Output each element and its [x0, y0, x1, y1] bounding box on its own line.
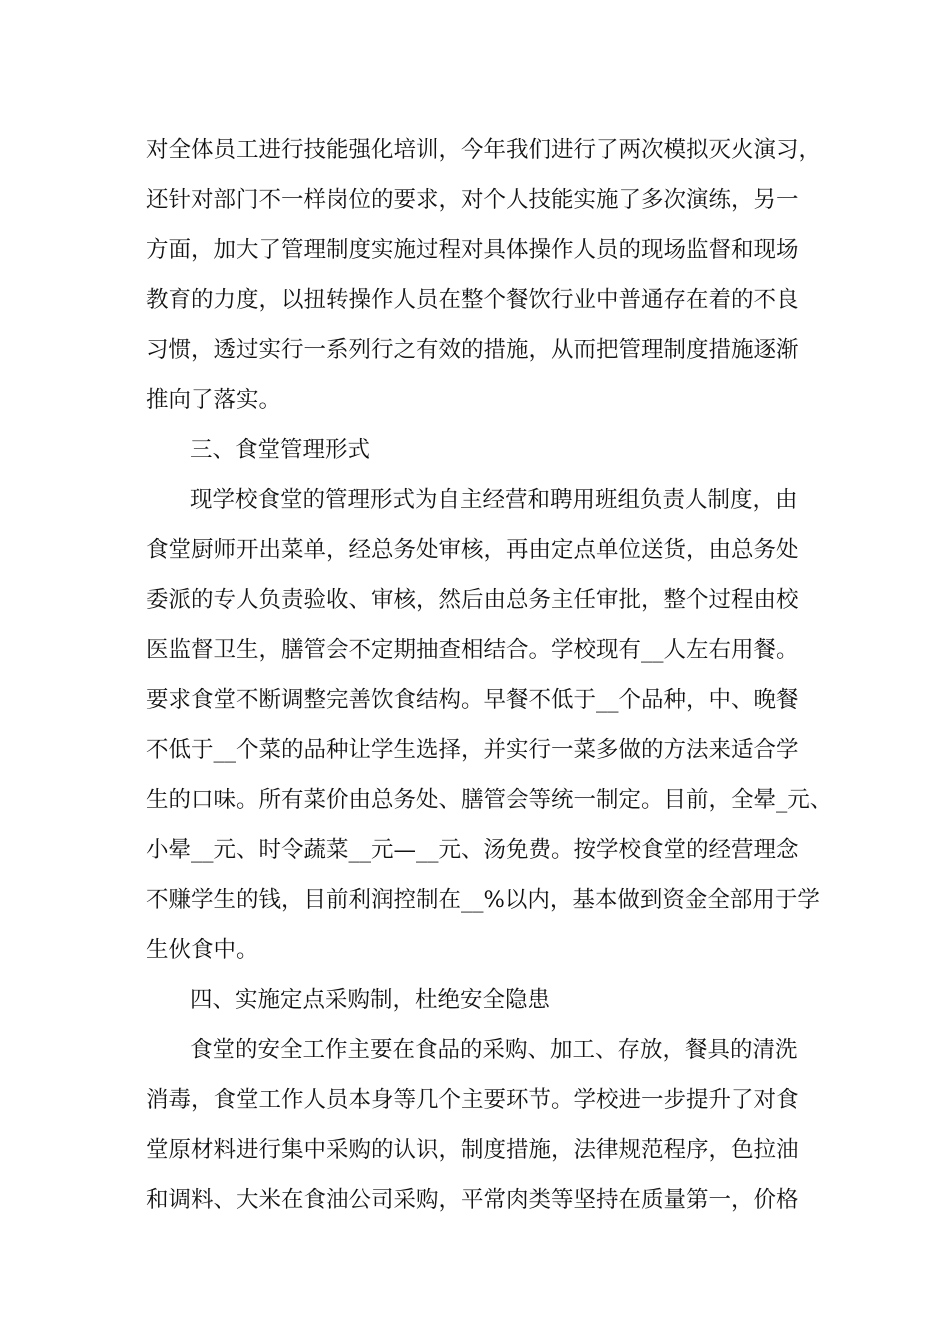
text-line: 生伙食中。 — [146, 937, 259, 963]
text-line: 现学校食堂的管理形式为自主经营和聘用班组负责人制度，由 — [190, 487, 798, 513]
text-line: 堂原材料进行集中采购的认识，制度措施，法律规范程序，色拉油 — [146, 1137, 799, 1163]
text-line: 小晕__元、时令蔬菜__元—__元、汤免费。按学校食堂的经营理念 — [146, 837, 799, 863]
section-heading: 三、食堂管理形式 — [190, 437, 371, 463]
text-line: 不低于__个菜的品种让学生选择，并实行一菜多做的方法来适合学 — [146, 737, 799, 763]
text-line: 食堂的安全工作主要在食品的采购、加工、存放，餐具的清洗 — [190, 1037, 798, 1063]
text-line: 医监督卫生，膳管会不定期抽查相结合。学校现有__人左右用餐。 — [146, 637, 799, 663]
text-line: 方面，加大了管理制度实施过程对具体操作人员的现场监督和现场 — [146, 237, 799, 263]
text-line: 和调料、大米在食油公司采购，平常肉类等坚持在质量第一，价格 — [146, 1187, 799, 1213]
text-line: 教育的力度，以扭转操作人员在整个餐饮行业中普通存在着的不良 — [146, 287, 799, 313]
text-line: 推向了落实。 — [146, 387, 282, 413]
text-line: 不赚学生的钱，目前利润控制在__%以内，基本做到资金全部用于学 — [146, 887, 820, 913]
text-line: 对全体员工进行技能强化培训，今年我们进行了两次模拟灭火演习， — [146, 137, 822, 163]
section-heading: 四、实施定点采购制，杜绝安全隐患 — [190, 987, 551, 1013]
text-line: 还针对部门不一样岗位的要求，对个人技能实施了多次演练，另一 — [146, 187, 799, 213]
text-line: 要求食堂不断调整完善饮食结构。早餐不低于__个品种，中、晚餐 — [146, 687, 799, 713]
text-line: 食堂厨师开出菜单，经总务处审核，再由定点单位送货，由总务处 — [146, 537, 799, 563]
text-line: 习惯，透过实行一系列行之有效的措施，从而把管理制度措施逐渐 — [146, 337, 799, 363]
text-line: 委派的专人负责验收、审核，然后由总务主任审批，整个过程由校 — [146, 587, 799, 613]
text-line: 生的口味。所有菜价由总务处、膳管会等统一制定。目前，全晕_元、 — [146, 787, 833, 813]
text-line: 消毒，食堂工作人员本身等几个主要环节。学校进一步提升了对食 — [146, 1087, 799, 1113]
